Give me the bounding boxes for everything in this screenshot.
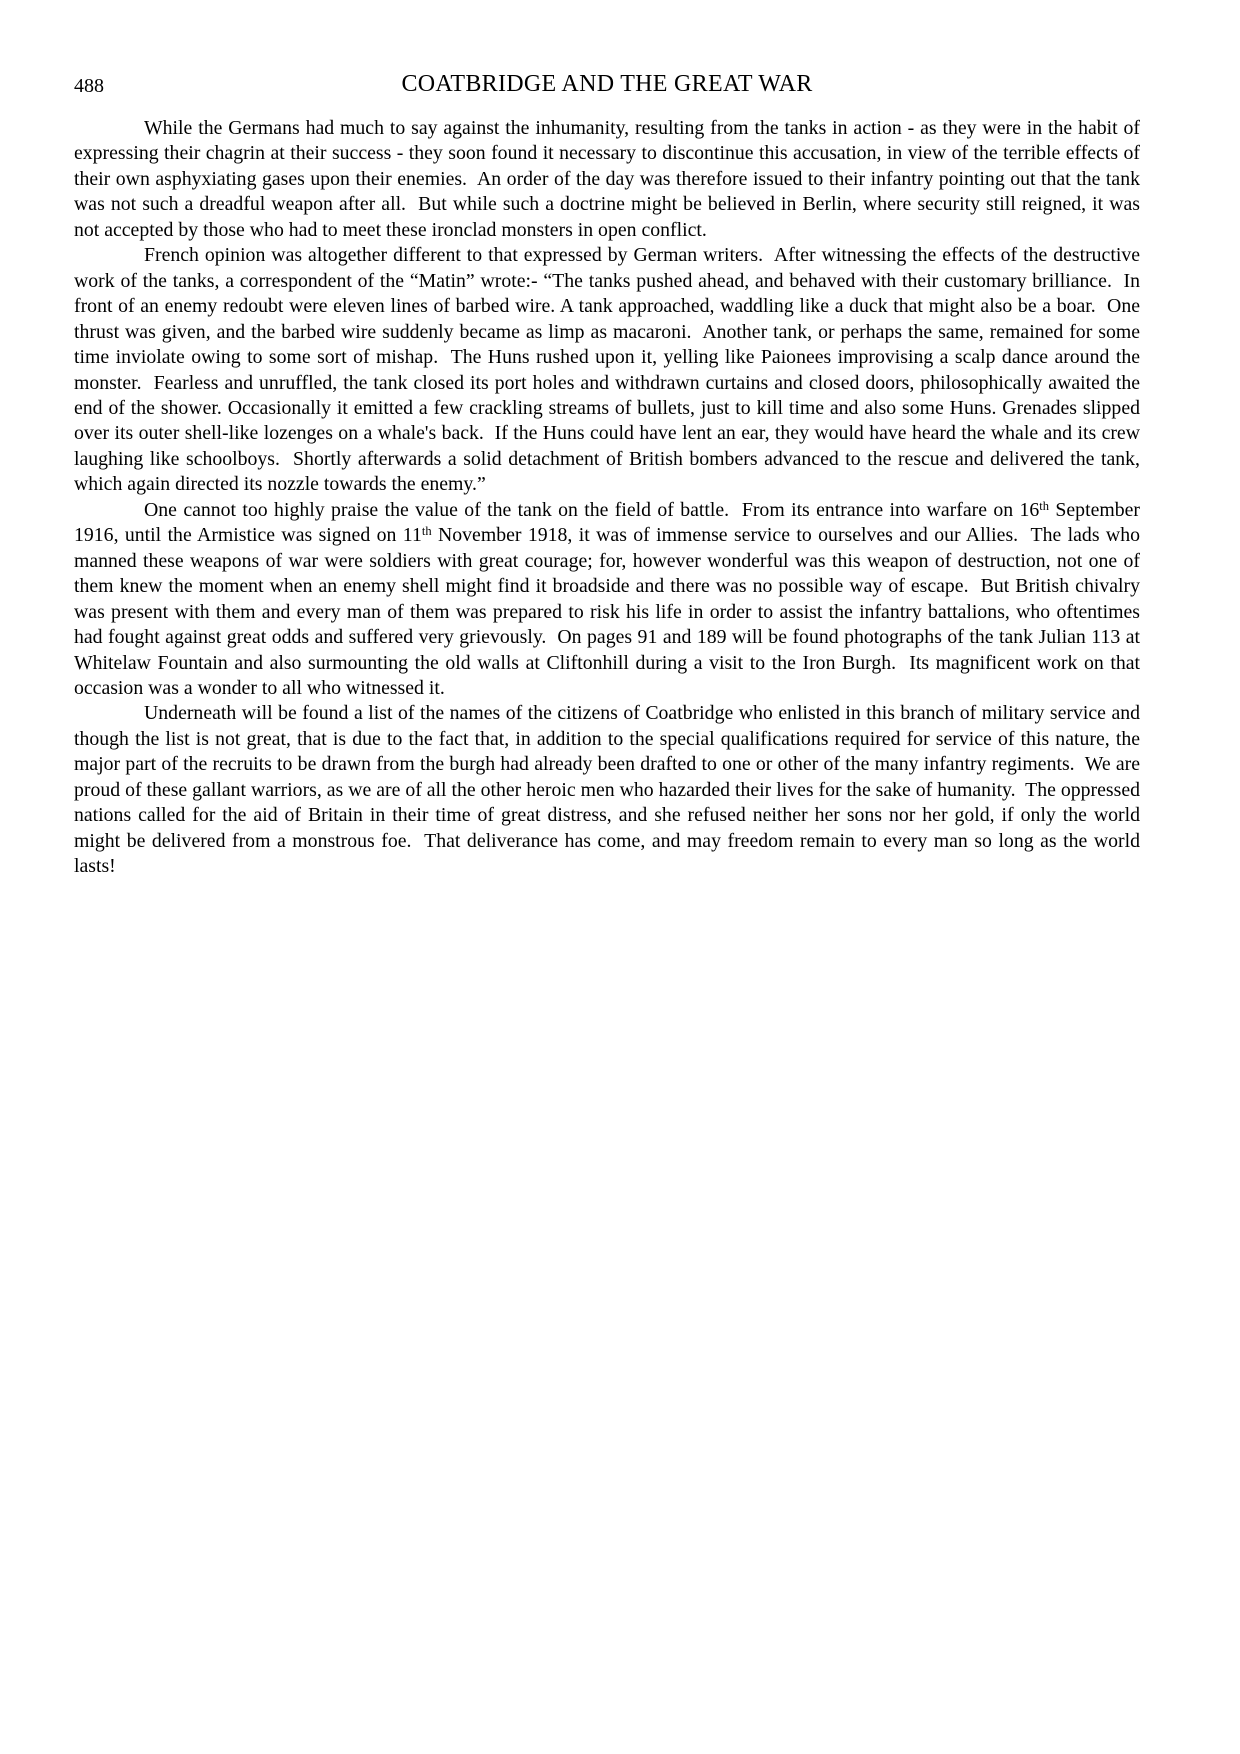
paragraph: French opinion was altogether different to that expressed by German writers. After witnessing the effects of the destructive work of the tanks, a correspondent of the “Matin” wrote:- “The tanks pushed ahead, and behaved with their customary brilliance. In front of an enemy redoubt were eleven lines of barbed wire. A tank approached, waddling like a duck that might also be a boar. One thrust was given, and the barbed wire suddenly became as limp as macaroni. Another tank, or perhaps the same, remained for some time inviolate owing to some sort of mishap. The Huns rushed upon it, yelling like Paionees improvising a scalp dance around the monster. Fearless and unruffled, the tank closed its port holes and withdrawn curtains and closed doors, philosophically awaited the end of the shower. Occasionally it emitted a few crackling streams of bullets, just to kill time and also some Huns. Grenades slipped over its outer shell-like lozenges on a whale's back. If the Huns could have lent an ear, they would have heard the whale and its crew laughing like schoolboys. Shortly afterwards a solid detachment of British bombers advanced to the rescue and delivered the tank, which again directed its nozzle towards the enemy.” — [74, 244, 1140, 496]
page-title: COATBRIDGE AND THE GREAT WAR — [401, 71, 813, 97]
page-header — [74, 70, 1140, 102]
superscript-ordinal: th — [421, 524, 432, 539]
page-body — [74, 116, 1140, 880]
paragraph: One cannot too highly praise the value of the tank on the field of battle. From its entrance into warfare on 16th September 1916, until the Armistice was signed on 11th November 1918, it was of immense service to ourselves and our Allies. The lads who manned these weapons of war were soldiers with great courage; for, however wonderful was this weapon of destruction, not one of them knew the moment when an enemy shell might find it broadside and there was no possible way of escape. But British chivalry was present with them and every man of them was prepared to risk his life in order to assist the infantry battalions, who oftentimes had fought against great odds and suffered very grievously. On pages 91 and 189 will be found photographs of the tank Julian 113 at Whitelaw Fountain and also surmounting the old walls at Cliftonhill during a visit to the Iron Burgh. Its magnificent work on that occasion was a wonder to all who witnessed it. — [74, 498, 1140, 699]
superscript-ordinal: th — [1039, 498, 1050, 513]
paragraph: Underneath will be found a list of the names of the citizens of Coatbridge who enlisted in this branch of military service and though the list is not great, that is due to the fact that, in addition to the special qualifications required for service of this nature, the major part of the recruits to be drawn from the burgh had already been drafted to one or other of the many infantry regiments. We are proud of these gallant warriors, as we are of all the other heroic men who hazarded their lives for the sake of humanity. The oppressed nations called for the aid of Britain in their time of great distress, and she refused neither her sons nor her gold, if only the world might be delivered from a monstrous foe. That deliverance has come, and may freedom remain to every man so long as the world lasts! — [74, 702, 1140, 878]
page-number: 488 — [74, 75, 104, 97]
paragraph: While the Germans had much to say against the inhumanity, resulting from the tanks in action - as they were in the habit of expressing their chagrin at their success - they soon found it necessary to discontinue this accusation, in view of the terrible effects of their own asphyxiating gases upon their enemies. An order of the day was therefore issued to their infantry pointing out that the tank was not such a dreadful weapon after all. But while such a doctrine might be believed in Berlin, where security still reigned, it was not accepted by those who had to meet these ironclad monsters in open conflict. — [74, 117, 1140, 241]
